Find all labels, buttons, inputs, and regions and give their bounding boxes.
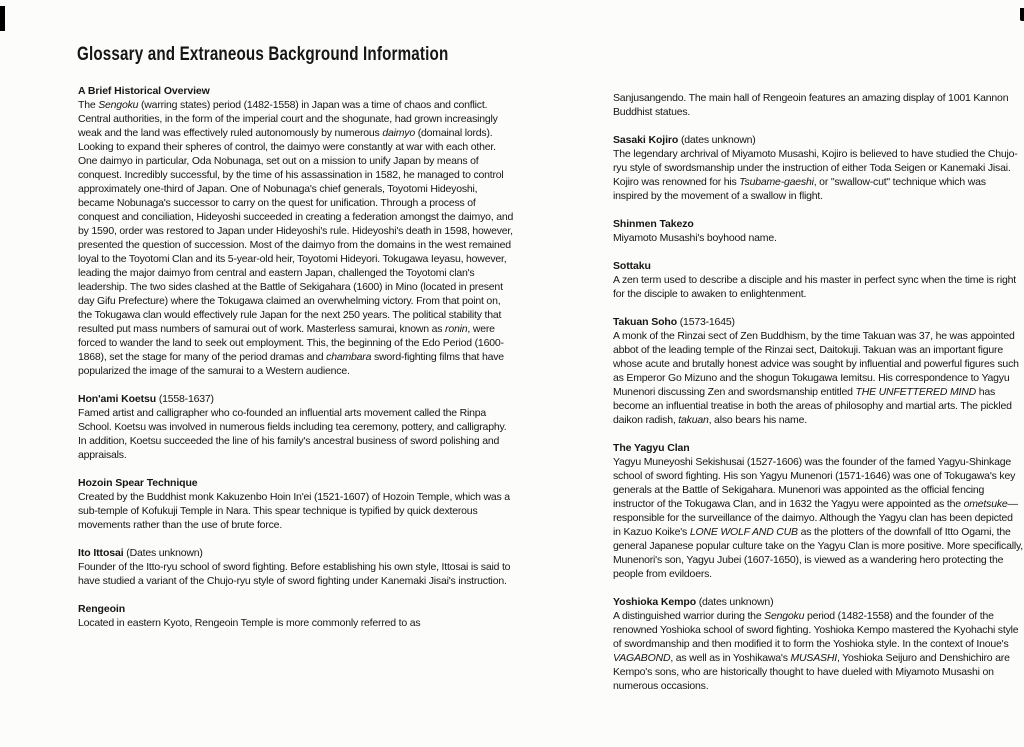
- glossary-section: [613, 441, 1023, 581]
- section-body: Created by the Buddhist monk Kakuzenbo Hoin In'ei (1521-1607) of Hozoin Temple, which was a sub-temple of Kofukuji Temple in Nara. This spear technique is typified by quick dexterous movements rather than the use of brute force.: [78, 491, 510, 531]
- section-term: Yoshioka Kempo: [613, 596, 697, 608]
- section-heading: Sasaki Kojiro (dates unknown): [613, 134, 756, 146]
- section-body: A distinguished warrior during the Sengoku period (1482-1558) and the founder of the renowned Yoshioka school of sword fighting. Yoshioka Kempo mastered the Kyohachi style of swordmanship and then modified it to form the Yoshioka style. In the context of Inoue's VAGABOND, as well as in Yoshikawa's MUSASHI, Yoshioka Seijuro and Denshichiro are Kempo's sons, who are historically thought to have dueled with Miyamoto Musashi on numerous occasions.: [613, 610, 1019, 692]
- section-term: Sasaki Kojiro: [613, 134, 679, 146]
- section-heading: [613, 259, 1023, 273]
- section-term: A Brief Historical Overview: [78, 85, 210, 97]
- section-term: Rengeoin: [78, 603, 126, 615]
- section-body: A zen term used to describe a disciple and his master in perfect sync when the time is right for the disciple to awaken to enlightenment.: [613, 274, 1016, 300]
- glossary-section: [613, 91, 1023, 119]
- scan-artifact-left: [0, 6, 5, 31]
- section-body: Located in eastern Kyoto, Rengeoin Temple is more commonly referred to as: [78, 617, 421, 629]
- section-term: Sottaku: [613, 260, 651, 272]
- section-body: Sanjusangendo. The main hall of Rengeoin features an amazing display of 1001 Kannon Buddhist statues.: [613, 92, 1009, 118]
- column-left: [78, 84, 514, 644]
- section-heading: Ito Ittosai (Dates unknown): [78, 547, 203, 559]
- section-term: Hozoin Spear Technique: [78, 477, 198, 489]
- glossary-section: [613, 315, 1023, 427]
- section-heading: Yoshioka Kempo (dates unknown): [613, 596, 774, 608]
- section-term: The Yagyu Clan: [613, 442, 690, 454]
- section-heading: Takuan Soho (1573-1645): [613, 316, 735, 328]
- column-right: [613, 91, 1023, 707]
- glossary-section: [613, 217, 1023, 245]
- section-heading: [78, 602, 514, 616]
- glossary-section: [613, 259, 1023, 301]
- section-body: The legendary archrival of Miyamoto Musashi, Kojiro is believed to have studied the Chujo-ryu style of swordsmanship under the instruction of either Toda Seigen or Kanemaki Jisai. Kojiro was renowned for his Tsubame-gaeshi, or "swallow-cut" technique which was inspired by the movement of a swallow in flight.: [613, 148, 1018, 202]
- section-body: Miyamoto Musashi's boyhood name.: [613, 232, 777, 244]
- section-term: Ito Ittosai: [78, 547, 124, 559]
- glossary-section: [613, 595, 1023, 693]
- section-heading: [78, 476, 514, 490]
- section-body: Famed artist and calligrapher who co-founded an influential arts movement called the Rinpa School. Koetsu was involved in numerous fields including tea ceremony, pottery, and calligraphy. In addition, Koetsu succeeded the line of his family's ancestral business of sword polishing and appraisals.: [78, 407, 507, 461]
- glossary-section: [78, 84, 514, 378]
- section-body: Yagyu Muneyoshi Sekishusai (1527-1606) was the founder of the famed Yagyu-Shinkage school of sword fighting. His son Yagyu Munenori (1571-1646) was one of Tokugawa's key generals at the Battle of Sekigahara. Munenori was appointed as the official fencing instructor of the Tokugawa Clan, and in 1632 the Yagyu were appointed as the ometsuke—responsible for the surveillance of the daimyo. Although the Yagyu clan has been depicted in Kazuo Koike's LONE WOLF AND CUB as the plotters of the downfall of Itto Ogami, the general Japanese popular culture take on the Yagyu Clan is more positive. More specifically, Munenori's son, Yagyu Jubei (1607-1650), is viewed as a wandering hero protecting the people from evildoers.: [613, 456, 1024, 580]
- glossary-section: [613, 133, 1023, 203]
- scan-artifact-right: [1020, 8, 1024, 21]
- glossary-section: [78, 602, 514, 630]
- glossary-section: [78, 546, 514, 588]
- page-title: Glossary and Extraneous Background Information: [77, 44, 449, 65]
- glossary-section: [78, 392, 514, 462]
- section-term: Shinmen Takezo: [613, 218, 694, 230]
- section-term: Hon'ami Koetsu: [78, 393, 157, 405]
- section-heading: [78, 84, 514, 98]
- section-heading: [613, 217, 1023, 231]
- section-term: Takuan Soho: [613, 316, 678, 328]
- section-body: Founder of the Itto-ryu school of sword fighting. Before establishing his own style, Ittosai is said to have studied a variant of the Chujo-ryu style of sword fighting under Kanemaki Jisai's instruction.: [78, 561, 511, 587]
- section-heading: Hon'ami Koetsu (1558-1637): [78, 393, 214, 405]
- section-body: The Sengoku (warring states) period (1482-1558) in Japan was a time of chaos and conflict. Central authorities, in the form of the imperial court and the shogunate, had grown increasingly weak and the land was effectively ruled autonomously by numerous daimyo (domainal lords). Looking to expand their spheres of control, the daimyo were constantly at war with each other. One daimyo in particular, Oda Nobunaga, set out on a mission to unify Japan by means of conquest. Incredibly successful, by the time of his assassination in 1582, he managed to control approximately one-third of Japan. One of Nobunaga's chief generals, Toyotomi Hideyoshi, became Nobunaga's successor to carry on the quest for unification. Through a process of conquest and conciliation, Hideyoshi succeeded in creating a federation amongst the daimyo, and by 1590, order was restored to Japan under Hideyoshi's rule. Hideyoshi's death in 1598, however, presented the question of succession. Most of the daimyo from the domains in the west remained loyal to the Toyotomi Clan and its 5-year-old heir, Toyotomi Hideyori. Tokugawa Ieyasu, however, leading the major daimyo from central and eastern Japan, challenged the Toyotomi clan's leadership. The two sides clashed at the Battle of Sekigahara (1600) in Mino (located in present day Gifu Prefecture) where the Tokugawa claimed an overwhelming victory. From that point on, the Tokugawa clan would effectively rule Japan for the next 250 years. The political stability that resulted put mass numbers of samurai out of work. Masterless samurai, known as ronin, were forced to wander the land to seek out employment. This, the beginning of the Edo Period (1600-1868), set the stage for many of the period dramas and chambara sword-fighting films that have popularized the image of the samurai to a Western audience.: [78, 99, 514, 377]
- glossary-section: [78, 476, 514, 532]
- section-body: A monk of the Rinzai sect of Zen Buddhism, by the time Takuan was 37, he was appointed abbot of the leading temple of the Rinzai sect, Daitokuji. Takuan was an important figure whose acute and brutally honest advice was sought by influential and powerful figures such as Emperor Go Mizuno and the shogun Tokugawa Iemitsu. His correspondence to Yagyu Munenori discussing Zen and swordsmanship entitled THE UNFETTERED MIND has become an influential treatise in both the areas of philosophy and martial arts. The pickled daikon radish, takuan, also bears his name.: [613, 330, 1019, 426]
- section-heading: [613, 441, 1023, 455]
